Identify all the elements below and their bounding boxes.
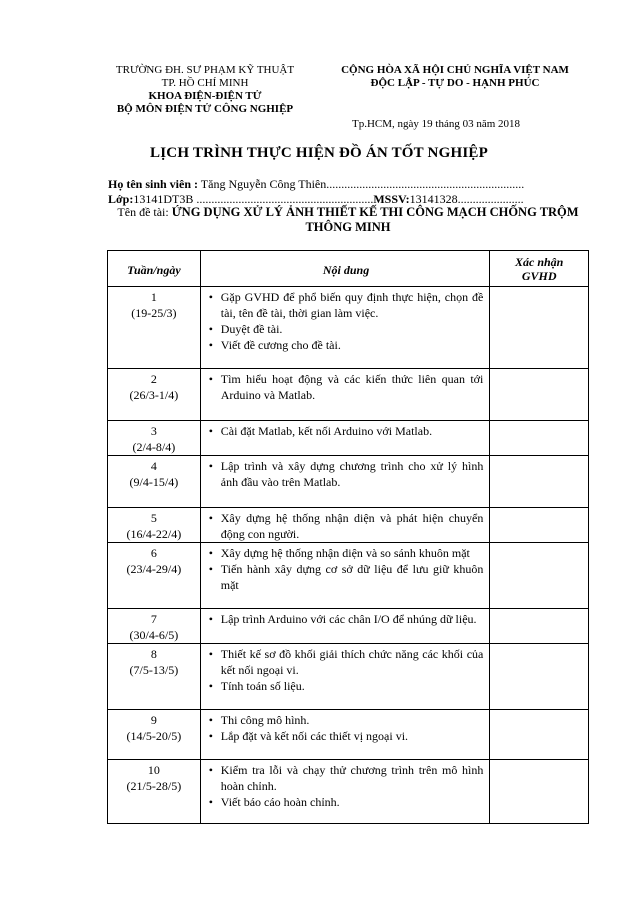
- header-confirm-line2: GVHD: [521, 268, 557, 283]
- bullet-icon: •: [208, 459, 213, 473]
- bullet-icon: •: [208, 511, 213, 525]
- week-dates: (16/4-22/4): [126, 527, 182, 541]
- week-dates: (19-25/3): [131, 306, 177, 320]
- bullet-icon: •: [208, 713, 213, 727]
- task-text: Kiểm tra lỗi và chạy thử chương trình trên mô hình hoàn chỉnh.: [220, 763, 484, 793]
- content-cell: [200, 508, 490, 543]
- task-text: Cài đặt Matlab, kết nối Arduino với Matlab.: [220, 424, 433, 438]
- confirm-cell: [490, 421, 589, 456]
- school-header: [100, 64, 310, 116]
- task-item: [209, 371, 484, 403]
- class-value: 13141DT3B ...........................................................: [133, 192, 374, 206]
- content-cell: [200, 287, 490, 369]
- week-number: 8: [150, 647, 157, 661]
- class-label: Lớp:: [108, 192, 134, 206]
- task-list: [209, 762, 484, 810]
- task-text: Lập trình Arduino với các chân I/O để nhúng dữ liệu.: [220, 612, 477, 626]
- week-number: 4: [150, 459, 157, 473]
- task-text: Xây dựng hệ thống nhận diện và so sánh khuôn mặt: [220, 546, 470, 560]
- week-cell: [108, 710, 201, 760]
- content-cell: [200, 760, 490, 824]
- task-list: [209, 545, 484, 593]
- task-text: Tìm hiểu hoạt động và các kiến thức liên quan tới Arduino và Matlab.: [220, 372, 484, 402]
- week-cell: [108, 456, 201, 508]
- content-cell: [200, 421, 490, 456]
- student-name-value: Tăng Nguyễn Công Thiên..................................................................: [198, 177, 525, 191]
- week-number: 7: [150, 612, 157, 626]
- task-item: [209, 678, 484, 694]
- national-motto: ĐỘC LẬP - TỰ DO - HẠNH PHÚC: [370, 77, 540, 89]
- task-text: Tính toán số liệu.: [220, 679, 305, 693]
- task-item: [209, 337, 484, 353]
- week-dates: (14/5-20/5): [126, 729, 182, 743]
- task-text: Xây dựng hệ thống nhận diện và phát hiện chuyển động con người.: [220, 511, 484, 541]
- week-cell: [108, 609, 201, 644]
- confirm-cell: [490, 609, 589, 644]
- school-name: TRƯỜNG ĐH. SƯ PHẠM KỸ THUẬT: [115, 64, 295, 76]
- content-cell: [200, 369, 490, 421]
- task-list: [209, 611, 484, 627]
- schedule-table: [107, 250, 589, 824]
- bullet-icon: •: [208, 679, 213, 693]
- week-number: 2: [150, 372, 157, 386]
- task-text: Viết báo cáo hoàn chỉnh.: [220, 795, 340, 809]
- table-row: [108, 609, 589, 644]
- bullet-icon: •: [208, 338, 213, 352]
- thesis-topic: [108, 205, 588, 235]
- task-list: [209, 458, 484, 490]
- bullet-icon: •: [208, 290, 213, 304]
- document-date: Tp.HCM, ngày 19 tháng 03 năm 2018: [352, 118, 521, 130]
- week-number: 10: [147, 763, 160, 777]
- week-cell: [108, 543, 201, 609]
- task-item: [209, 423, 484, 439]
- task-list: [209, 371, 484, 403]
- table-row: [108, 456, 589, 508]
- student-name-line: [108, 177, 524, 192]
- week-number: 6: [150, 546, 157, 560]
- task-item: [209, 545, 484, 561]
- task-item: [209, 321, 484, 337]
- table-header-row: [108, 251, 589, 287]
- confirm-cell: [490, 543, 589, 609]
- task-item: [209, 561, 484, 593]
- header-content: Nội dung: [200, 251, 490, 287]
- faculty-name: KHOA ĐIỆN-ĐIỆN TỬ: [148, 90, 262, 102]
- bullet-icon: •: [208, 729, 213, 743]
- task-text: Thi công mô hình.: [220, 713, 310, 727]
- confirm-cell: [490, 508, 589, 543]
- header-week: Tuần/ngày: [108, 251, 201, 287]
- week-cell: [108, 760, 201, 824]
- week-cell: [108, 644, 201, 710]
- week-number: 9: [150, 713, 157, 727]
- table-row: [108, 508, 589, 543]
- task-item: [209, 646, 484, 678]
- bullet-icon: •: [208, 322, 213, 336]
- task-list: [209, 423, 484, 439]
- week-dates: (26/3-1/4): [129, 388, 179, 402]
- document-title: LỊCH TRÌNH THỰC HIỆN ĐỒ ÁN TỐT NGHIỆP: [150, 145, 488, 161]
- task-item: [209, 728, 484, 744]
- header-confirm: [490, 251, 589, 287]
- task-list: [209, 646, 484, 694]
- week-dates: (7/5-13/5): [129, 663, 179, 677]
- task-text: Tiến hành xây dựng cơ sở dữ liệu để lưu giữ khuôn mặt: [220, 562, 484, 592]
- task-item: [209, 458, 484, 490]
- topic-label: Tên đề tài:: [117, 205, 172, 219]
- confirm-cell: [490, 456, 589, 508]
- week-dates: (2/4-8/4): [132, 440, 176, 454]
- bullet-icon: •: [208, 562, 213, 576]
- bullet-icon: •: [208, 612, 213, 626]
- task-text: Thiết kế sơ đồ khối giải thích chức năng các khối của kết nối ngoại vi.: [220, 647, 484, 677]
- header-confirm-line1: Xác nhận: [515, 254, 564, 269]
- student-name-label: Họ tên sinh viên :: [108, 177, 199, 191]
- department-name: BỘ MÔN ĐIỆN TỬ CÔNG NGHIỆP: [116, 103, 294, 115]
- national-header: [330, 64, 580, 90]
- week-dates: (23/4-29/4): [126, 562, 182, 576]
- table-row: [108, 421, 589, 456]
- bullet-icon: •: [208, 795, 213, 809]
- topic-text: ỨNG DỤNG XỬ LÝ ẢNH THIẾT KẾ THI CÔNG MẠCH CHỐNG TRỘM THÔNG MINH: [171, 205, 579, 234]
- task-item: [209, 794, 484, 810]
- task-text: Lập trình và xây dựng chương trình cho xử lý hình ảnh đầu vào trên Matlab.: [220, 459, 484, 489]
- mssv-value: 13141328......................: [409, 192, 524, 206]
- week-dates: (9/4-15/4): [129, 475, 179, 489]
- confirm-cell: [490, 369, 589, 421]
- bullet-icon: •: [208, 546, 213, 560]
- week-number: 5: [150, 511, 157, 525]
- task-text: Gặp GVHD để phổ biến quy định thực hiện, chọn đề tài, tên đề tài, thời gian làm việc.: [220, 290, 484, 320]
- week-dates: (21/5-28/5): [126, 779, 182, 793]
- confirm-cell: [490, 287, 589, 369]
- bullet-icon: •: [208, 763, 213, 777]
- school-city: TP. HỒ CHÍ MINH: [161, 77, 249, 89]
- bullet-icon: •: [208, 647, 213, 661]
- task-item: [209, 712, 484, 728]
- confirm-cell: [490, 710, 589, 760]
- task-text: Viết đề cương cho đề tài.: [220, 338, 341, 352]
- table-row: [108, 710, 589, 760]
- national-title: CỘNG HÒA XÃ HỘI CHỦ NGHĨA VIỆT NAM: [341, 64, 569, 76]
- week-number: 1: [150, 290, 157, 304]
- confirm-cell: [490, 644, 589, 710]
- content-cell: [200, 543, 490, 609]
- week-cell: [108, 508, 201, 543]
- mssv-label: MSSV:: [373, 192, 410, 206]
- task-list: [209, 510, 484, 542]
- bullet-icon: •: [208, 372, 213, 386]
- table-row: [108, 287, 589, 369]
- content-cell: [200, 710, 490, 760]
- bullet-icon: •: [208, 424, 213, 438]
- task-item: [209, 289, 484, 321]
- task-item: [209, 611, 484, 627]
- table-row: [108, 760, 589, 824]
- table-row: [108, 543, 589, 609]
- task-list: [209, 289, 484, 353]
- week-cell: [108, 369, 201, 421]
- content-cell: [200, 644, 490, 710]
- task-item: [209, 762, 484, 794]
- confirm-cell: [490, 760, 589, 824]
- task-list: [209, 712, 484, 744]
- task-item: [209, 510, 484, 542]
- task-text: Duyệt đề tài.: [220, 322, 283, 336]
- table-row: [108, 644, 589, 710]
- week-number: 3: [150, 424, 157, 438]
- week-cell: [108, 287, 201, 369]
- week-cell: [108, 421, 201, 456]
- table-row: [108, 369, 589, 421]
- week-dates: (30/4-6/5): [129, 628, 179, 642]
- content-cell: [200, 456, 490, 508]
- content-cell: [200, 609, 490, 644]
- task-text: Lắp đặt và kết nối các thiết vị ngoại vi.: [220, 729, 409, 743]
